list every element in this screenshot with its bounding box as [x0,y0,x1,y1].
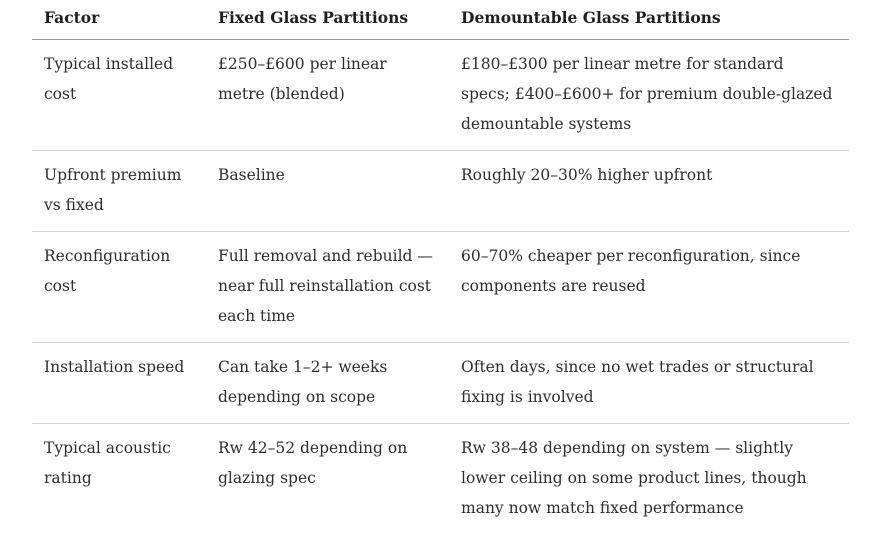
table-body [32,39,849,534]
cell-demountable: 60–70% cheaper per reconfiguration, since components are reused [449,231,849,342]
cell-fixed: Can take 1–2+ weeks depending on scope [206,342,449,423]
header-demountable: Demountable Glass Partitions [449,0,849,39]
cell-factor: Typical acoustic rating [44,438,171,487]
cell-fixed: Rw 42–52 depending on glazing spec [218,438,408,487]
cell-factor: Upfront premium vs fixed [32,150,206,231]
table-header [32,0,849,39]
table-row [32,423,849,534]
cell-fixed: Full removal and rebuild — near full reinstallation cost each time [206,231,449,342]
table-row [32,231,849,342]
cell-factor: Installation speed [32,342,206,423]
cell-demountable: Often days, since no wet trades or structural fixing is involved [449,342,849,423]
table-row [32,39,849,150]
cell-factor: Typical installed cost [32,39,206,150]
header-fixed: Fixed Glass Partitions [206,0,449,39]
table-row [32,342,849,423]
cell-demountable: Roughly 20–30% higher upfront [449,150,849,231]
cell-factor: Reconfiguration cost [32,231,206,342]
comparison-table-container [32,0,849,534]
cell-fixed: £250–£600 per linear metre (blended) [206,39,449,150]
header-row [32,0,849,39]
comparison-table [32,0,849,534]
table-row [32,150,849,231]
header-factor: Factor [32,0,206,39]
cell-demountable: £180–£300 per linear metre for standard specs; £400–£600+ for premium double-glazed demountable systems [449,39,849,150]
cell-fixed: Baseline [206,150,449,231]
cell-demountable: Rw 38–48 depending on system — slightly lower ceiling on some product lines, though many now match fixed performance [461,438,807,517]
